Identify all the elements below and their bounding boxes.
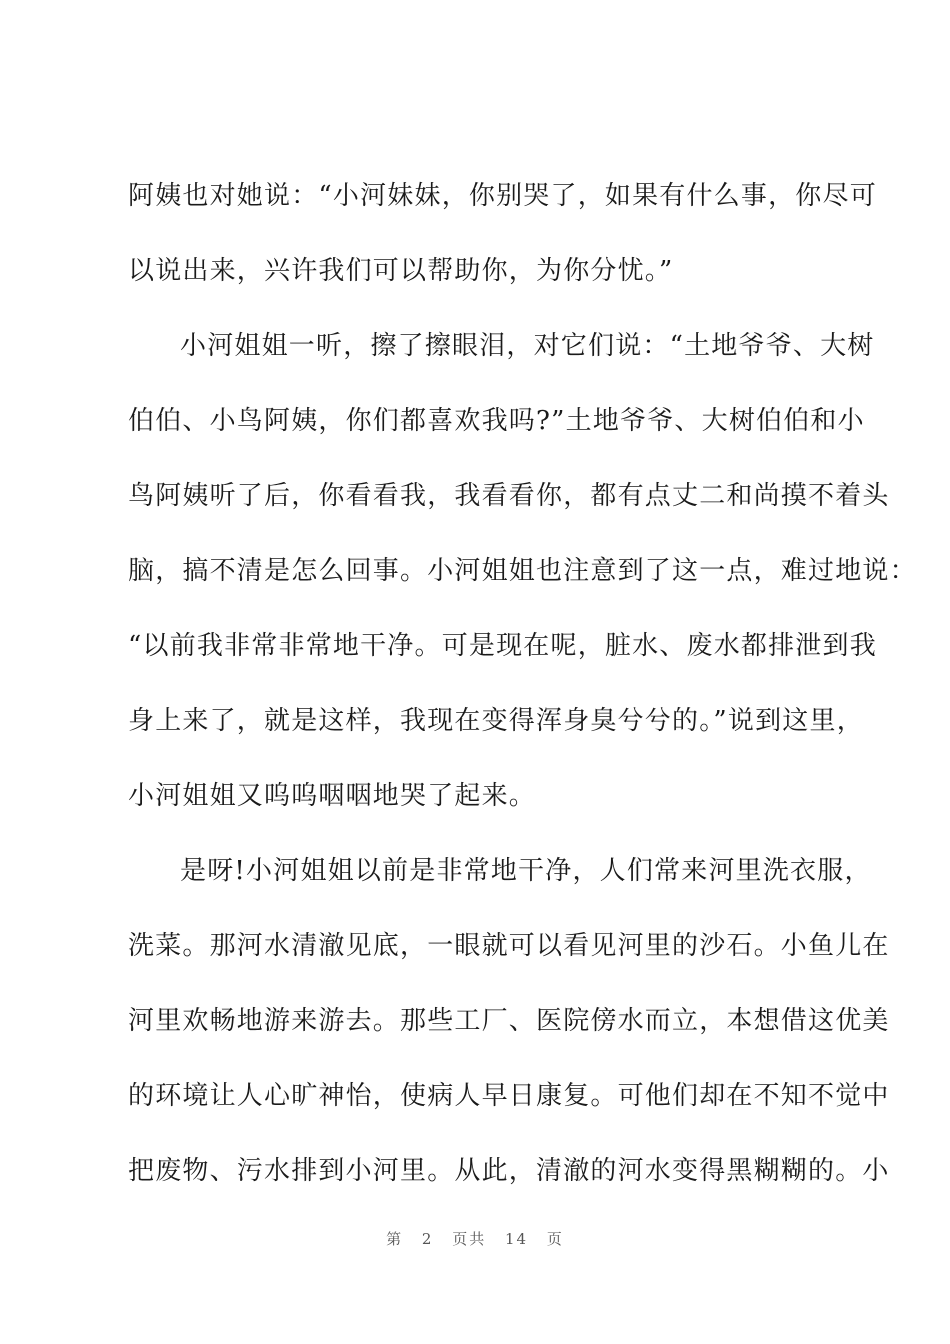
paragraph-3-line-4: 的环境让人心旷神怡，使病人早日康复。可他们却在不知不觉中 [128,1081,890,1111]
paragraph-3-line-1: 是呀!小河姐姐以前是非常地干净，人们常来河里洗衣服， [180,856,872,886]
paragraph-2-line-6: 身上来了，就是这样，我现在变得浑身臭兮兮的。”说到这里， [128,706,864,736]
footer-middle: 页共 [452,1230,487,1248]
paragraph-2-line-5: “以前我非常非常地干净。可是现在呢，脏水、废水都排泄到我 [128,631,877,661]
footer-total-pages: 14 [505,1230,529,1248]
paragraph-3-line-5: 把废物、污水排到小河里。从此，清澈的河水变得黑糊糊的。小 [128,1156,890,1186]
paragraph-2-line-2: 伯伯、小鸟阿姨，你们都喜欢我吗?”土地爷爷、大树伯伯和小 [128,406,865,436]
footer-prefix: 第 [386,1230,404,1248]
page-footer [0,1228,950,1249]
paragraph-2-line-3: 鸟阿姨听了后，你看看我，我看看你，都有点丈二和尚摸不着头 [128,481,890,511]
paragraph-1-line-2: 以说出来，兴许我们可以帮助你，为你分忧。” [128,256,674,286]
footer-suffix: 页 [546,1230,564,1248]
paragraph-2-line-4: 脑，搞不清是怎么回事。小河姐姐也注意到了这一点，难过地说： [128,556,917,586]
footer-page-number: 2 [421,1230,434,1248]
paragraph-2-line-1: 小河姐姐一听，擦了擦眼泪，对它们说：“土地爷爷、大树 [180,331,875,361]
paragraph-3-line-2: 洗菜。那河水清澈见底，一眼就可以看见河里的沙石。小鱼儿在 [128,931,890,961]
paragraph-3-line-3: 河里欢畅地游来游去。那些工厂、医院傍水而立，本想借这优美 [128,1006,890,1036]
paragraph-1-line-1: 阿姨也对她说：“小河妹妹，你别哭了，如果有什么事，你尽可 [128,181,877,211]
paragraph-2-line-7: 小河姐姐又呜呜咽咽地哭了起来。 [128,781,537,811]
